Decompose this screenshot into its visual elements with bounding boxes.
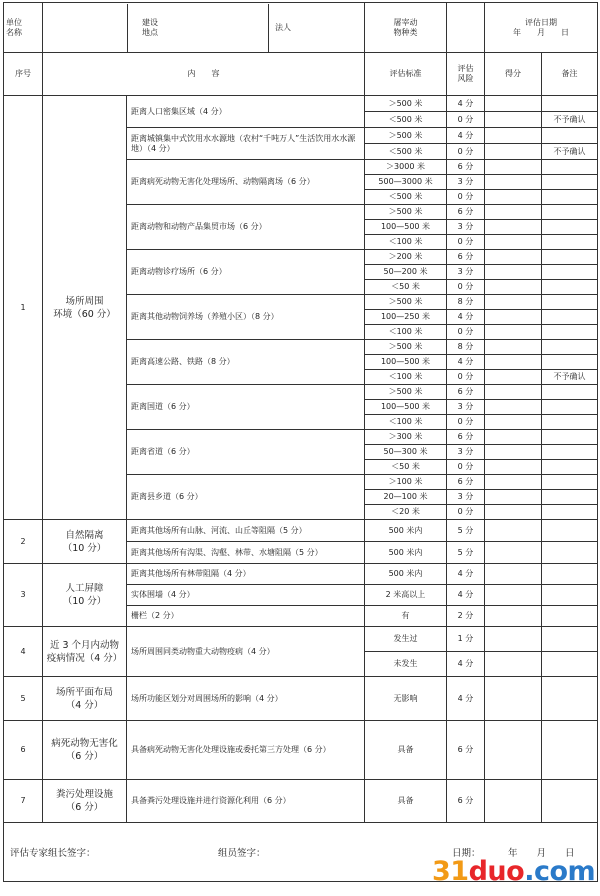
category: 场所周围 环境（60 分） bbox=[43, 96, 127, 520]
col-content: 内 容 bbox=[43, 53, 365, 96]
note-cell bbox=[542, 505, 598, 520]
note-cell bbox=[542, 677, 598, 721]
item-text: 距离其他场所有林带阻隔（4 分） bbox=[127, 564, 365, 585]
col-seq: 序号 bbox=[4, 53, 43, 96]
standard: ＞500 米 bbox=[365, 385, 447, 400]
risk: 0 分 bbox=[447, 235, 485, 250]
col-standard: 评估标准 bbox=[365, 53, 447, 96]
standard: ＜20 米 bbox=[365, 505, 447, 520]
table-row bbox=[4, 721, 598, 780]
score-cell[interactable] bbox=[485, 112, 542, 128]
standard: 100—500 米 bbox=[365, 400, 447, 415]
risk: 4 分 bbox=[447, 355, 485, 370]
risk: 0 分 bbox=[447, 280, 485, 295]
item-text: 距离国道（6 分） bbox=[127, 385, 365, 430]
risk: 0 分 bbox=[447, 460, 485, 475]
score-cell[interactable] bbox=[485, 490, 542, 505]
category: 近 3 个月内动物 疫病情况（4 分） bbox=[43, 627, 127, 677]
risk: 6 分 bbox=[447, 780, 485, 823]
note-cell bbox=[542, 385, 598, 400]
score-cell[interactable] bbox=[485, 370, 542, 385]
note-cell bbox=[542, 606, 598, 627]
score-cell[interactable] bbox=[485, 175, 542, 190]
note: 不予确认 bbox=[542, 112, 598, 128]
category: 病死动物无害化 （6 分） bbox=[43, 721, 127, 780]
standard: 未发生 bbox=[365, 652, 447, 677]
standard: 2 米高以上 bbox=[365, 585, 447, 606]
score-cell[interactable] bbox=[485, 400, 542, 415]
standard: ＞500 米 bbox=[365, 205, 447, 220]
item-text: 具备病死动物无害化处理设施或委托第三方处理（6 分） bbox=[127, 721, 365, 780]
watermark-part-2: duo bbox=[468, 856, 525, 887]
item-text: 距离高速公路、铁路（8 分） bbox=[127, 340, 365, 385]
risk: 3 分 bbox=[447, 265, 485, 280]
standard: ＞500 米 bbox=[365, 96, 447, 112]
standard: 20—100 米 bbox=[365, 490, 447, 505]
species-label: 屠宰动 物种类 bbox=[365, 3, 447, 53]
note-cell bbox=[542, 355, 598, 370]
note-cell bbox=[542, 542, 598, 564]
table-row bbox=[4, 627, 598, 652]
standard: ＞500 米 bbox=[365, 340, 447, 355]
risk: 6 分 bbox=[447, 250, 485, 265]
score-cell[interactable] bbox=[485, 542, 542, 564]
table-row bbox=[4, 677, 598, 721]
note-cell bbox=[542, 205, 598, 220]
species-value[interactable] bbox=[447, 3, 485, 53]
standard: ＞3000 米 bbox=[365, 160, 447, 175]
standard: ＞300 米 bbox=[365, 430, 447, 445]
risk: 6 分 bbox=[447, 475, 485, 490]
risk: 0 分 bbox=[447, 415, 485, 430]
note-cell bbox=[542, 325, 598, 340]
score-cell[interactable] bbox=[485, 520, 542, 542]
note-cell bbox=[542, 400, 598, 415]
item-text: 距离其他动物饲养场（养殖小区）（8 分） bbox=[127, 295, 365, 340]
item-text: 栅栏（2 分） bbox=[127, 606, 365, 627]
note: 不予确认 bbox=[542, 370, 598, 385]
note-cell bbox=[542, 160, 598, 175]
note-cell bbox=[542, 415, 598, 430]
score-cell[interactable] bbox=[485, 265, 542, 280]
score-cell[interactable] bbox=[485, 280, 542, 295]
risk: 8 分 bbox=[447, 295, 485, 310]
assessment-table bbox=[3, 2, 598, 882]
score-cell[interactable] bbox=[485, 205, 542, 220]
item-text: 距离县乡道（6 分） bbox=[127, 475, 365, 520]
category: 自然隔离 （10 分） bbox=[43, 520, 127, 564]
note-cell bbox=[542, 490, 598, 505]
item-text: 距离动物和动物产品集贸市场（6 分） bbox=[127, 205, 365, 250]
score-cell[interactable] bbox=[485, 430, 542, 445]
row-number: 3 bbox=[4, 564, 43, 627]
risk: 5 分 bbox=[447, 520, 485, 542]
risk: 1 分 bbox=[447, 627, 485, 652]
score-cell[interactable] bbox=[485, 220, 542, 235]
note-cell bbox=[542, 250, 598, 265]
standard: ＞100 米 bbox=[365, 475, 447, 490]
date-label: 评估日期 bbox=[525, 17, 557, 27]
risk: 0 分 bbox=[447, 112, 485, 128]
note-cell bbox=[542, 475, 598, 490]
score-cell[interactable] bbox=[485, 780, 542, 823]
risk: 4 分 bbox=[447, 585, 485, 606]
risk: 6 分 bbox=[447, 430, 485, 445]
standard: 发生过 bbox=[365, 627, 447, 652]
note-cell bbox=[542, 627, 598, 652]
note bbox=[542, 128, 598, 144]
unit-label: 单位 名称 bbox=[4, 3, 43, 53]
standard: ＜50 米 bbox=[365, 460, 447, 475]
note-cell bbox=[542, 652, 598, 677]
risk: 4 分 bbox=[447, 564, 485, 585]
legal-label: 法人 bbox=[268, 4, 309, 52]
risk: 5 分 bbox=[447, 542, 485, 564]
standard: 500 米内 bbox=[365, 542, 447, 564]
row-number: 5 bbox=[4, 677, 43, 721]
score-cell[interactable] bbox=[485, 190, 542, 205]
header-row bbox=[4, 3, 598, 53]
standard: ＜500 米 bbox=[365, 112, 447, 128]
risk: 3 分 bbox=[447, 400, 485, 415]
risk: 4 分 bbox=[447, 652, 485, 677]
category: 粪污处理设施 （6 分） bbox=[43, 780, 127, 823]
risk: 3 分 bbox=[447, 175, 485, 190]
note-cell bbox=[542, 520, 598, 542]
table-row bbox=[4, 564, 598, 585]
leader-signature-label: 评估专家组长签字： bbox=[10, 848, 96, 859]
note-cell bbox=[542, 295, 598, 310]
score-cell[interactable] bbox=[485, 627, 542, 652]
note-cell bbox=[542, 220, 598, 235]
score-cell[interactable] bbox=[485, 355, 542, 370]
risk: 6 分 bbox=[447, 385, 485, 400]
note-cell bbox=[542, 564, 598, 585]
table-row bbox=[4, 780, 598, 823]
column-header-row bbox=[4, 53, 598, 96]
note-cell bbox=[542, 721, 598, 780]
table-row bbox=[4, 520, 598, 542]
standard: 具备 bbox=[365, 780, 447, 823]
date-parts: 年 月 日 bbox=[513, 27, 569, 37]
score-cell[interactable] bbox=[485, 96, 542, 112]
note-cell bbox=[542, 265, 598, 280]
score-cell[interactable] bbox=[485, 144, 542, 160]
score-cell[interactable] bbox=[485, 445, 542, 460]
standard: 无影响 bbox=[365, 677, 447, 721]
score-cell[interactable] bbox=[485, 415, 542, 430]
risk: 4 分 bbox=[447, 677, 485, 721]
standard: 500—3000 米 bbox=[365, 175, 447, 190]
member-signature-label: 组员签字： bbox=[218, 848, 266, 859]
col-risk: 评估 风险 bbox=[447, 53, 485, 96]
item-text: 实体围墙（4 分） bbox=[127, 585, 365, 606]
row-number: 1 bbox=[4, 96, 43, 520]
note-cell bbox=[542, 175, 598, 190]
standard: 有 bbox=[365, 606, 447, 627]
note-cell bbox=[542, 430, 598, 445]
score-cell[interactable] bbox=[485, 475, 542, 490]
note-cell bbox=[542, 235, 598, 250]
watermark-part-3: .com bbox=[524, 856, 596, 887]
row-number: 7 bbox=[4, 780, 43, 823]
standard: 500 米内 bbox=[365, 564, 447, 585]
score-cell[interactable] bbox=[485, 652, 542, 677]
score-cell[interactable] bbox=[485, 235, 542, 250]
row-number: 4 bbox=[4, 627, 43, 677]
score-cell[interactable] bbox=[485, 460, 542, 475]
item-text: 具备粪污处理设施并进行资源化利用（6 分） bbox=[127, 780, 365, 823]
risk: 3 分 bbox=[447, 490, 485, 505]
score-cell[interactable] bbox=[485, 128, 542, 144]
risk: 0 分 bbox=[447, 144, 485, 160]
standard: 50—300 米 bbox=[365, 445, 447, 460]
standard: ＞200 米 bbox=[365, 250, 447, 265]
standard: ＜500 米 bbox=[365, 190, 447, 205]
risk: 4 分 bbox=[447, 128, 485, 144]
risk: 6 分 bbox=[447, 160, 485, 175]
category: 人工屏障 （10 分） bbox=[43, 564, 127, 627]
item-text: 距离动物诊疗场所（6 分） bbox=[127, 250, 365, 295]
note-cell bbox=[542, 280, 598, 295]
note: 不予确认 bbox=[542, 144, 598, 160]
watermark-part-1: 31 bbox=[432, 856, 469, 887]
item-text: 距离病死动物无害化处理场所、动物隔离场（6 分） bbox=[127, 160, 365, 205]
score-cell[interactable] bbox=[485, 295, 542, 310]
risk: 0 分 bbox=[447, 190, 485, 205]
risk: 4 分 bbox=[447, 96, 485, 112]
footer-date-label: 日期： bbox=[452, 848, 481, 859]
standard: 100—500 米 bbox=[365, 220, 447, 235]
item-text: 距离省道（6 分） bbox=[127, 430, 365, 475]
unit-site-cell bbox=[43, 3, 365, 53]
standard: 100—500 米 bbox=[365, 355, 447, 370]
score-cell[interactable] bbox=[485, 677, 542, 721]
legal-value[interactable] bbox=[309, 4, 364, 52]
note-cell bbox=[542, 190, 598, 205]
note-cell bbox=[542, 780, 598, 823]
score-cell[interactable] bbox=[485, 721, 542, 780]
date-cell bbox=[485, 3, 598, 53]
note bbox=[542, 96, 598, 112]
risk: 6 分 bbox=[447, 721, 485, 780]
score-cell[interactable] bbox=[485, 325, 542, 340]
risk: 0 分 bbox=[447, 370, 485, 385]
score-cell[interactable] bbox=[485, 585, 542, 606]
risk: 3 分 bbox=[447, 445, 485, 460]
standard: ＞500 米 bbox=[365, 295, 447, 310]
note-cell bbox=[542, 460, 598, 475]
note-cell bbox=[542, 585, 598, 606]
watermark-logo bbox=[432, 856, 595, 887]
standard: 100—250 米 bbox=[365, 310, 447, 325]
risk: 0 分 bbox=[447, 325, 485, 340]
standard: ＜100 米 bbox=[365, 415, 447, 430]
standard: 50—200 米 bbox=[365, 265, 447, 280]
unit-value[interactable] bbox=[43, 4, 127, 52]
assessment-form bbox=[3, 2, 598, 882]
risk: 8 分 bbox=[447, 340, 485, 355]
standard: ＞500 米 bbox=[365, 128, 447, 144]
note-cell bbox=[542, 340, 598, 355]
col-score: 得分 bbox=[485, 53, 542, 96]
site-label: 建设 地点 bbox=[127, 4, 188, 52]
score-cell[interactable] bbox=[485, 340, 542, 355]
score-cell[interactable] bbox=[485, 385, 542, 400]
risk: 4 分 bbox=[447, 310, 485, 325]
table-row bbox=[4, 96, 598, 112]
standard: ＜50 米 bbox=[365, 280, 447, 295]
score-cell[interactable] bbox=[485, 564, 542, 585]
note-cell bbox=[542, 310, 598, 325]
score-cell[interactable] bbox=[485, 310, 542, 325]
item-text: 场所功能区划分对周围场所的影响（4 分） bbox=[127, 677, 365, 721]
risk: 3 分 bbox=[447, 220, 485, 235]
standard: 500 米内 bbox=[365, 520, 447, 542]
item-text: 距离其他场所有山脉、河流、山丘等阻隔（5 分） bbox=[127, 520, 365, 542]
item-text: 距离人口密集区域（4 分） bbox=[127, 96, 365, 128]
site-value[interactable] bbox=[188, 4, 268, 52]
standard: 具备 bbox=[365, 721, 447, 780]
score-cell[interactable] bbox=[485, 160, 542, 175]
row-number: 2 bbox=[4, 520, 43, 564]
risk: 0 分 bbox=[447, 505, 485, 520]
standard: ＜100 米 bbox=[365, 370, 447, 385]
risk: 2 分 bbox=[447, 606, 485, 627]
score-cell[interactable] bbox=[485, 606, 542, 627]
item-text: 距离其他场所有沟渠、沟壑、林带、水塘阻隔（5 分） bbox=[127, 542, 365, 564]
standard: ＜500 米 bbox=[365, 144, 447, 160]
note-cell bbox=[542, 445, 598, 460]
standard: ＜100 米 bbox=[365, 325, 447, 340]
col-note: 备注 bbox=[542, 53, 598, 96]
score-cell[interactable] bbox=[485, 250, 542, 265]
item-text: 场所周围同类动物重大动物疫病（4 分） bbox=[127, 627, 365, 677]
item-text: 距离城镇集中式饮用水水源地（农村“千吨万人”生活饮用水水源地）（4 分） bbox=[127, 128, 365, 160]
risk: 6 分 bbox=[447, 205, 485, 220]
standard: ＜100 米 bbox=[365, 235, 447, 250]
score-cell[interactable] bbox=[485, 505, 542, 520]
footer-date-parts: 年 月 日 bbox=[508, 848, 575, 859]
category: 场所平面布局 （4 分） bbox=[43, 677, 127, 721]
row-number: 6 bbox=[4, 721, 43, 780]
